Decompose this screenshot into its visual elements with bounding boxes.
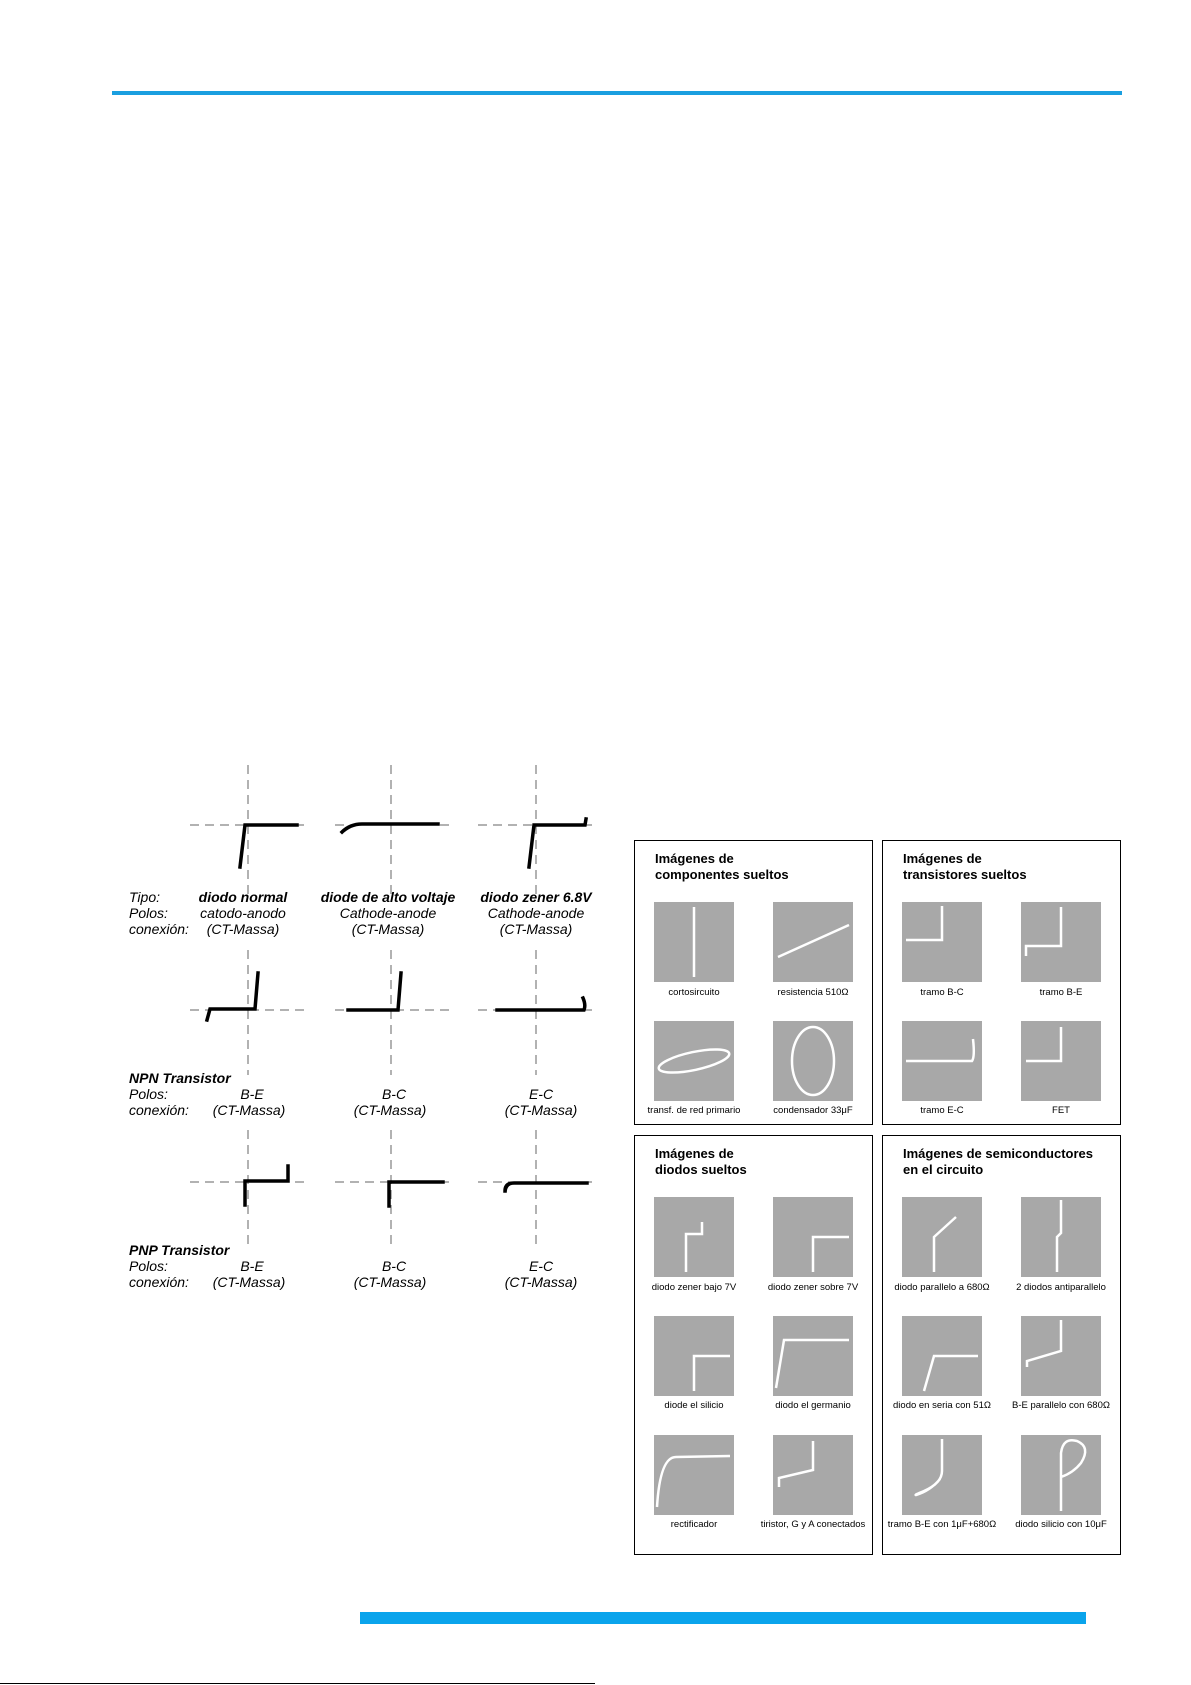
polos-label: Polos: — [129, 1086, 168, 1102]
diode-polos: catodo-anodo — [200, 905, 286, 921]
tile-tramo-bc — [902, 902, 982, 982]
diode-polos: Cathode-anode — [339, 905, 437, 921]
tile-diodo-parallelo — [902, 1197, 982, 1277]
corner-left-low-icon — [1021, 1021, 1101, 1101]
diode-type: diodo normal — [198, 889, 288, 905]
tile-label: tiristor, G y A conectados — [760, 1519, 866, 1530]
tile-label: B-E parallelo con 680Ω — [1012, 1400, 1110, 1411]
tile-zener-sobre — [773, 1197, 853, 1277]
npn-conexion: (CT-Massa) — [353, 1102, 427, 1118]
tile-label: diodo zener sobre 7V — [767, 1282, 859, 1293]
pnp-polos: E-C — [528, 1258, 554, 1274]
pnp-polos: B-C — [381, 1258, 407, 1274]
tile-tramo-ec — [902, 1021, 982, 1101]
conexion-label: conexión: — [129, 1274, 189, 1290]
tile-diodo-seria — [902, 1316, 982, 1396]
germanium-icon — [773, 1316, 853, 1396]
tile-label: tramo B-E con 1μF+680Ω — [887, 1519, 997, 1530]
diode-conexion: (CT-Massa) — [351, 921, 425, 937]
thyristor-icon — [773, 1435, 853, 1515]
bottom-bar — [360, 1612, 1086, 1624]
tile-cortosircuito — [654, 902, 734, 982]
pnp-title: PNP Transistor — [129, 1242, 230, 1258]
tile-label: diodo en seria con 51Ω — [893, 1400, 991, 1411]
silicon-loop-icon — [1021, 1435, 1101, 1515]
diode-type: diodo zener 6.8V — [480, 889, 592, 905]
curve-diodo-normal — [240, 825, 297, 867]
npn-title: NPN Transistor — [129, 1070, 231, 1086]
zener-low-icon — [654, 1197, 734, 1277]
tile-tramo-be — [1021, 902, 1101, 982]
conexion-label: conexión: — [129, 921, 189, 937]
tile-label: tramo B-E — [1039, 987, 1083, 998]
tile-silicio-loop — [1021, 1435, 1101, 1515]
curve-pnp-ec — [505, 1183, 587, 1191]
footer-line — [0, 1683, 595, 1684]
vertical-line-icon — [654, 902, 734, 982]
flat-ellipse-icon — [654, 1021, 734, 1101]
zener-high-icon — [773, 1197, 853, 1277]
tipo-label: Tipo: — [129, 889, 161, 905]
panel-diodos-sueltos — [634, 1135, 873, 1555]
panel-componentes-sueltos — [634, 840, 873, 1125]
conexion-label: conexión: — [129, 1102, 189, 1118]
tile-label: tramo B-C — [920, 987, 964, 998]
tile-label: diodo silicio con 10μF — [1015, 1519, 1107, 1530]
diag-parallel-icon — [902, 1197, 982, 1277]
diode-type: diode de alto voltaje — [320, 889, 456, 905]
npn-conexion: (CT-Massa) — [212, 1102, 286, 1118]
pnp-conexion: (CT-Massa) — [504, 1274, 578, 1290]
diagonal-line-icon — [773, 902, 853, 982]
tile-label: diodo parallelo a 680Ω — [894, 1282, 990, 1293]
tile-tiristor — [773, 1435, 853, 1515]
tile-antiparallelo — [1021, 1197, 1101, 1277]
corner-step-icon — [1021, 902, 1101, 982]
tile-fet — [1021, 1021, 1101, 1101]
pnp-polos: B-E — [240, 1258, 264, 1274]
panel-title: Imágenes de diodos sueltos — [655, 1146, 747, 1177]
tile-label: 2 diodos antiparallelo — [1016, 1282, 1106, 1293]
curve-npn-ec — [497, 998, 585, 1010]
tile-silicio — [654, 1316, 734, 1396]
tile-germanio — [773, 1316, 853, 1396]
tile-label: condensador 33μF — [773, 1105, 853, 1116]
polos-label: Polos: — [129, 1258, 168, 1274]
tile-condensador — [773, 1021, 853, 1101]
tile-label: FET — [1052, 1105, 1070, 1116]
panel-title: Imágenes de componentes sueltos — [655, 851, 789, 882]
tile-label: diodo el germanio — [775, 1400, 851, 1411]
curve-diodo-zener — [529, 819, 586, 867]
tile-zener-bajo — [654, 1197, 734, 1277]
curve-npn-be — [207, 973, 258, 1020]
tile-label: rectificador — [670, 1519, 718, 1530]
tile-label: resistencia 510Ω — [777, 987, 849, 998]
diode-conexion: (CT-Massa) — [206, 921, 280, 937]
tile-rectificador — [654, 1435, 734, 1515]
tile-label: transf. de red primario — [647, 1105, 741, 1116]
be-cap-icon — [902, 1435, 982, 1515]
panel-title: Imágenes de transistores sueltos — [903, 851, 1027, 882]
pnp-conexion: (CT-Massa) — [212, 1274, 286, 1290]
npn-polos: B-E — [240, 1086, 264, 1102]
flat-hook-icon — [902, 1021, 982, 1101]
tile-label: diode el silicio — [664, 1400, 724, 1411]
polos-label: Polos: — [129, 905, 168, 921]
tile-be-cap — [902, 1435, 982, 1515]
panel-title: Imágenes de semiconductores en el circuito — [903, 1146, 1094, 1177]
antiparallel-icon — [1021, 1197, 1101, 1277]
series-icon — [902, 1316, 982, 1396]
silicon-icon — [654, 1316, 734, 1396]
tile-label: cortosircuito — [668, 987, 720, 998]
diode-conexion: (CT-Massa) — [499, 921, 573, 937]
tile-be-parallelo — [1021, 1316, 1101, 1396]
tall-ellipse-icon — [773, 1021, 853, 1101]
pnp-conexion: (CT-Massa) — [353, 1274, 427, 1290]
rectifier-icon — [654, 1435, 734, 1515]
tile-transformador — [654, 1021, 734, 1101]
curve-diodo-alto-voltaje — [342, 824, 438, 832]
tile-label: diodo zener bajo 7V — [651, 1282, 737, 1293]
npn-conexion: (CT-Massa) — [504, 1102, 578, 1118]
npn-polos: B-C — [381, 1086, 407, 1102]
corner-left-icon — [902, 902, 982, 982]
tile-label: tramo E-C — [920, 1105, 964, 1116]
curve-npn-bc — [348, 973, 401, 1010]
curve-pnp-be — [245, 1166, 288, 1205]
tile-resistencia — [773, 902, 853, 982]
npn-polos: E-C — [528, 1086, 554, 1102]
panel-semiconductores-circuito — [882, 1135, 1121, 1555]
curve-pnp-bc — [389, 1182, 443, 1206]
diode-polos: Cathode-anode — [487, 905, 585, 921]
be-parallel-icon — [1021, 1316, 1101, 1396]
panel-transistores-sueltos — [882, 840, 1121, 1125]
